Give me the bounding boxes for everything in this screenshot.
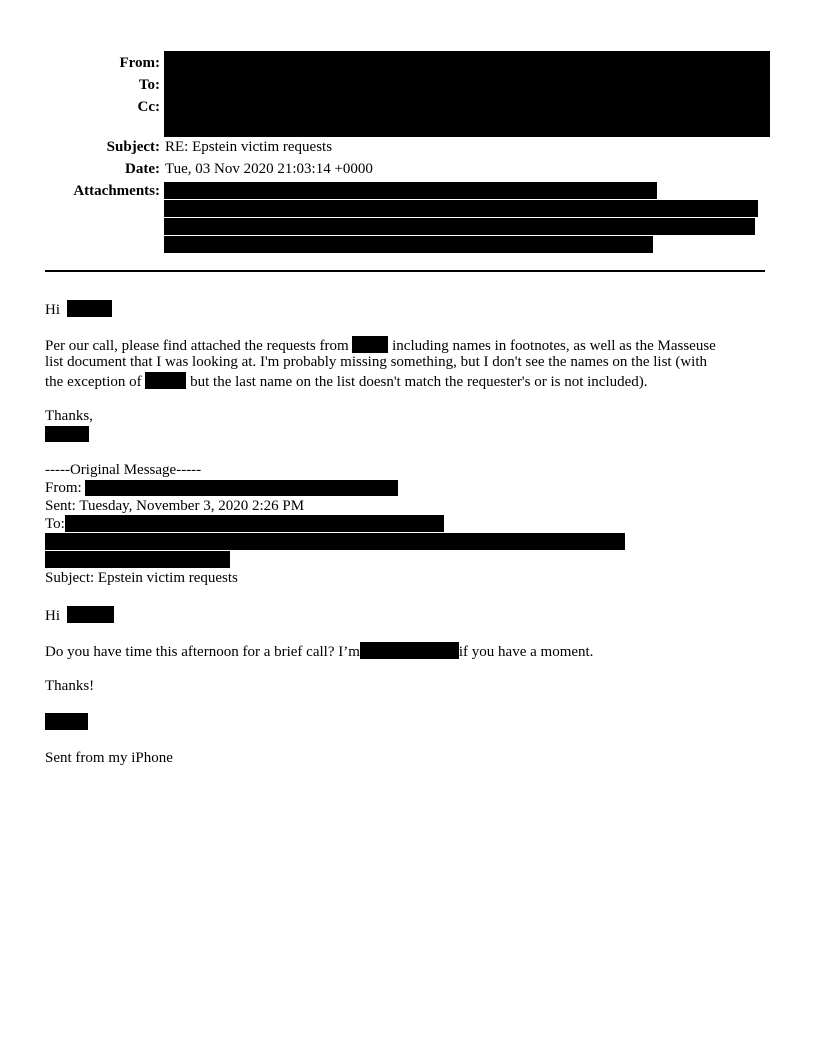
greeting-text: Hi xyxy=(45,302,60,318)
reply-text-3b: but the last name on the list doesn't match the requester's or is not included). xyxy=(190,374,648,390)
redaction-attachment-4 xyxy=(164,236,653,253)
reply-text-1b: including names in footnotes, as well as the Masseuse xyxy=(392,338,716,354)
original-greeting-text: Hi xyxy=(45,608,60,624)
redaction-sender-signature xyxy=(45,426,89,442)
original-body xyxy=(45,642,593,661)
redaction-recipient-name xyxy=(67,300,112,317)
reply-text-1a: Per our call, please find attached the requests from xyxy=(45,338,349,354)
reply-paragraph-line-1 xyxy=(45,336,716,355)
reply-signoff: Thanks, xyxy=(45,408,93,424)
redaction-exception-name xyxy=(145,372,186,389)
header-separator xyxy=(45,270,765,272)
original-body-a: Do you have time this afternoon for a brief call? I’m xyxy=(45,644,360,660)
redaction-original-recipient xyxy=(67,606,114,623)
redaction-original-to-2 xyxy=(45,533,625,550)
reply-paragraph-line-3 xyxy=(45,372,648,391)
original-sent-line: Sent: Tuesday, November 3, 2020 2:26 PM xyxy=(45,498,305,514)
original-thanks: Thanks! xyxy=(45,678,95,694)
redaction-attachment-3 xyxy=(164,218,755,235)
original-to-label: To: xyxy=(45,516,65,532)
cc-label: Cc: xyxy=(137,99,160,115)
original-subject-line: Subject: Epstein victim requests xyxy=(45,570,238,586)
original-divider: -----Original Message----- xyxy=(45,462,202,478)
redaction-attachment-1 xyxy=(164,182,657,199)
reply-paragraph-line-2: list document that I was looking at. I'm probably missing something, but I don't see the names on the list (with xyxy=(45,354,707,370)
subject-label: Subject: xyxy=(106,139,160,155)
subject-value: RE: Epstein victim requests xyxy=(165,139,333,155)
redaction-original-to-1 xyxy=(65,515,444,532)
redaction-original-signature xyxy=(45,713,88,730)
redaction-original-to-3 xyxy=(45,551,230,568)
redaction-attachment-2 xyxy=(164,200,758,217)
date-value: Tue, 03 Nov 2020 21:03:14 +0000 xyxy=(165,161,373,177)
redaction-recipients xyxy=(164,51,770,137)
original-from-label: From: xyxy=(45,480,82,496)
attachments-label: Attachments: xyxy=(73,183,160,199)
reply-greeting xyxy=(45,300,112,319)
to-label: To: xyxy=(138,77,160,93)
original-mobile-signature: Sent from my iPhone xyxy=(45,750,173,766)
original-greeting xyxy=(45,606,114,625)
redaction-requester xyxy=(352,336,388,353)
original-body-b: if you have a moment. xyxy=(458,644,594,660)
redaction-original-from xyxy=(85,480,398,496)
redaction-location xyxy=(360,642,459,659)
date-label: Date: xyxy=(125,161,160,177)
reply-text-3a: the exception of xyxy=(45,374,142,390)
from-label: From: xyxy=(119,55,160,71)
